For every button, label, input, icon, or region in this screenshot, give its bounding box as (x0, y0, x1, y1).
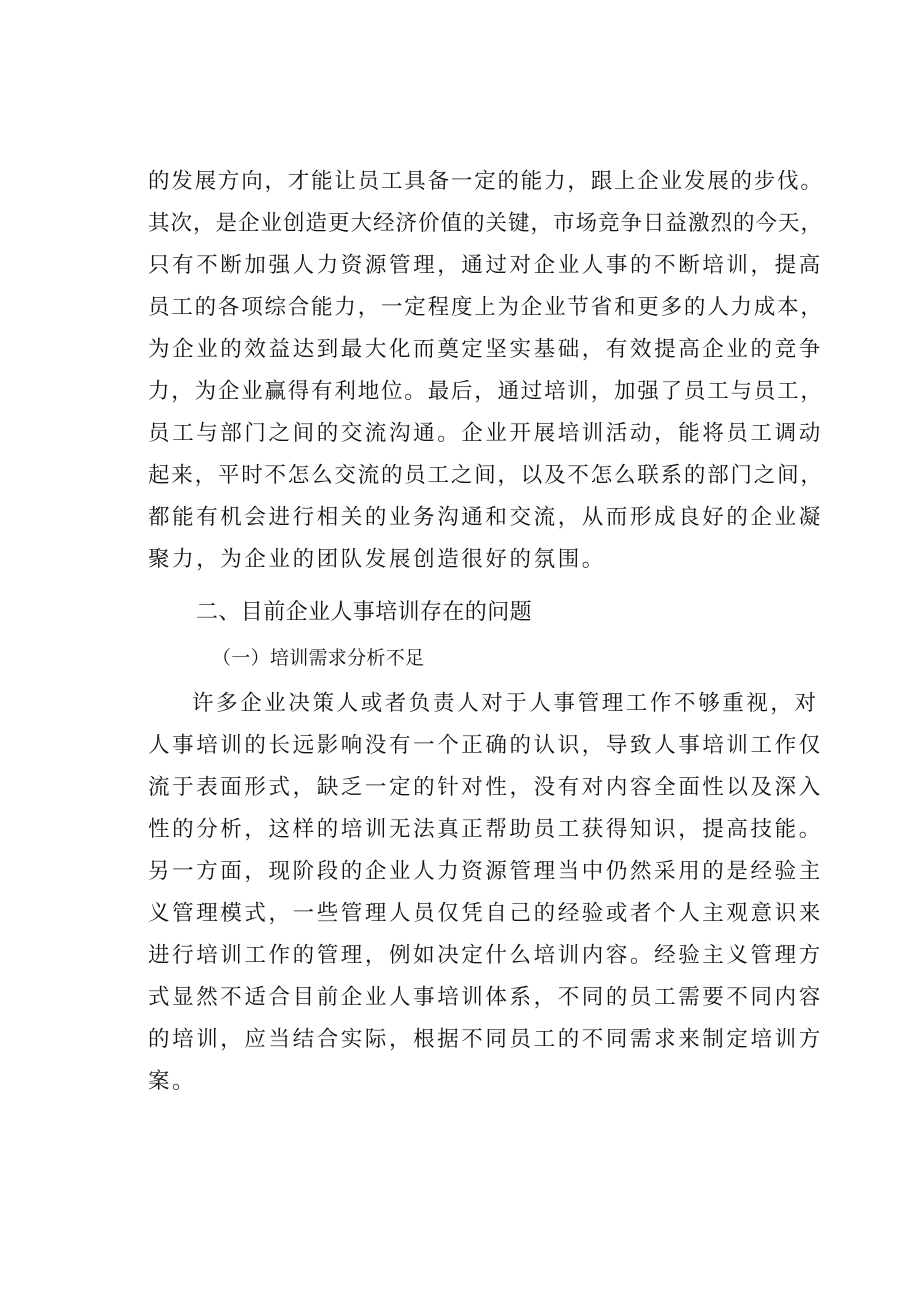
paragraph-1-line-8: 起来，平时不怎么交流的员工之间，以及不怎么联系的部门之间， (148, 463, 824, 488)
paragraph-2-line-9: 的培训，应当结合实际，根据不同员工的不同需求来制定培训方 (148, 1027, 823, 1052)
paragraph-1-line-9: 都能有机会进行相关的业务沟通和交流，从而形成良好的企业凝 (148, 505, 823, 530)
paragraph-1-line-5: 为企业的效益达到最大化而奠定坚实基础，有效提高企业的竞争 (148, 337, 823, 362)
paragraph-2-line-4: 性的分析，这样的培训无法真正帮助员工获得知识，提高技能。 (148, 817, 823, 842)
paragraph-1-line-3: 只有不断加强人力资源管理，通过对企业人事的不断培训，提高 (148, 253, 823, 278)
paragraph-2-line-3: 流于表面形式，缺乏一定的针对性，没有对内容全面性以及深入 (148, 775, 823, 800)
paragraph-2-line-10: 案。 (148, 1069, 197, 1094)
subsection-heading: （一）培训需求分析不足 (212, 647, 425, 669)
paragraph-2-line-6: 义管理模式，一些管理人员仅凭自己的经验或者个人主观意识来 (148, 901, 823, 926)
paragraph-2-line-2: 人事培训的长远影响没有一个正确的认识，导致人事培训工作仅 (148, 733, 823, 758)
paragraph-1-line-6: 力，为企业赢得有利地位。最后，通过培训，加强了员工与员工， (148, 379, 824, 404)
paragraph-1-line-4: 员工的各项综合能力，一定程度上为企业节省和更多的人力成本， (148, 295, 824, 320)
paragraph-1-line-10: 聚力，为企业的团队发展创造很好的氛围。 (148, 547, 606, 572)
paragraph-1-line-7: 员工与部门之间的交流沟通。企业开展培训活动，能将员工调动 (148, 421, 823, 446)
paragraph-1-line-1: 的发展方向，才能让员工具备一定的能力，跟上企业发展的步伐。 (148, 169, 824, 194)
paragraph-2-line-1: 许多企业决策人或者负责人对于人事管理工作不够重视，对 (192, 691, 819, 716)
paragraph-1-line-2: 其次，是企业创造更大经济价值的关键，市场竞争日益激烈的今天， (148, 211, 824, 236)
paragraph-2-line-8: 式显然不适合目前企业人事培训体系，不同的员工需要不同内容 (148, 985, 823, 1010)
paragraph-2-line-5: 另一方面，现阶段的企业人力资源管理当中仍然采用的是经验主 (148, 859, 823, 884)
paragraph-2-line-7: 进行培训工作的管理，例如决定什么培训内容。经验主义管理方 (148, 943, 823, 968)
section-heading: 二、目前企业人事培训存在的问题 (196, 600, 533, 625)
